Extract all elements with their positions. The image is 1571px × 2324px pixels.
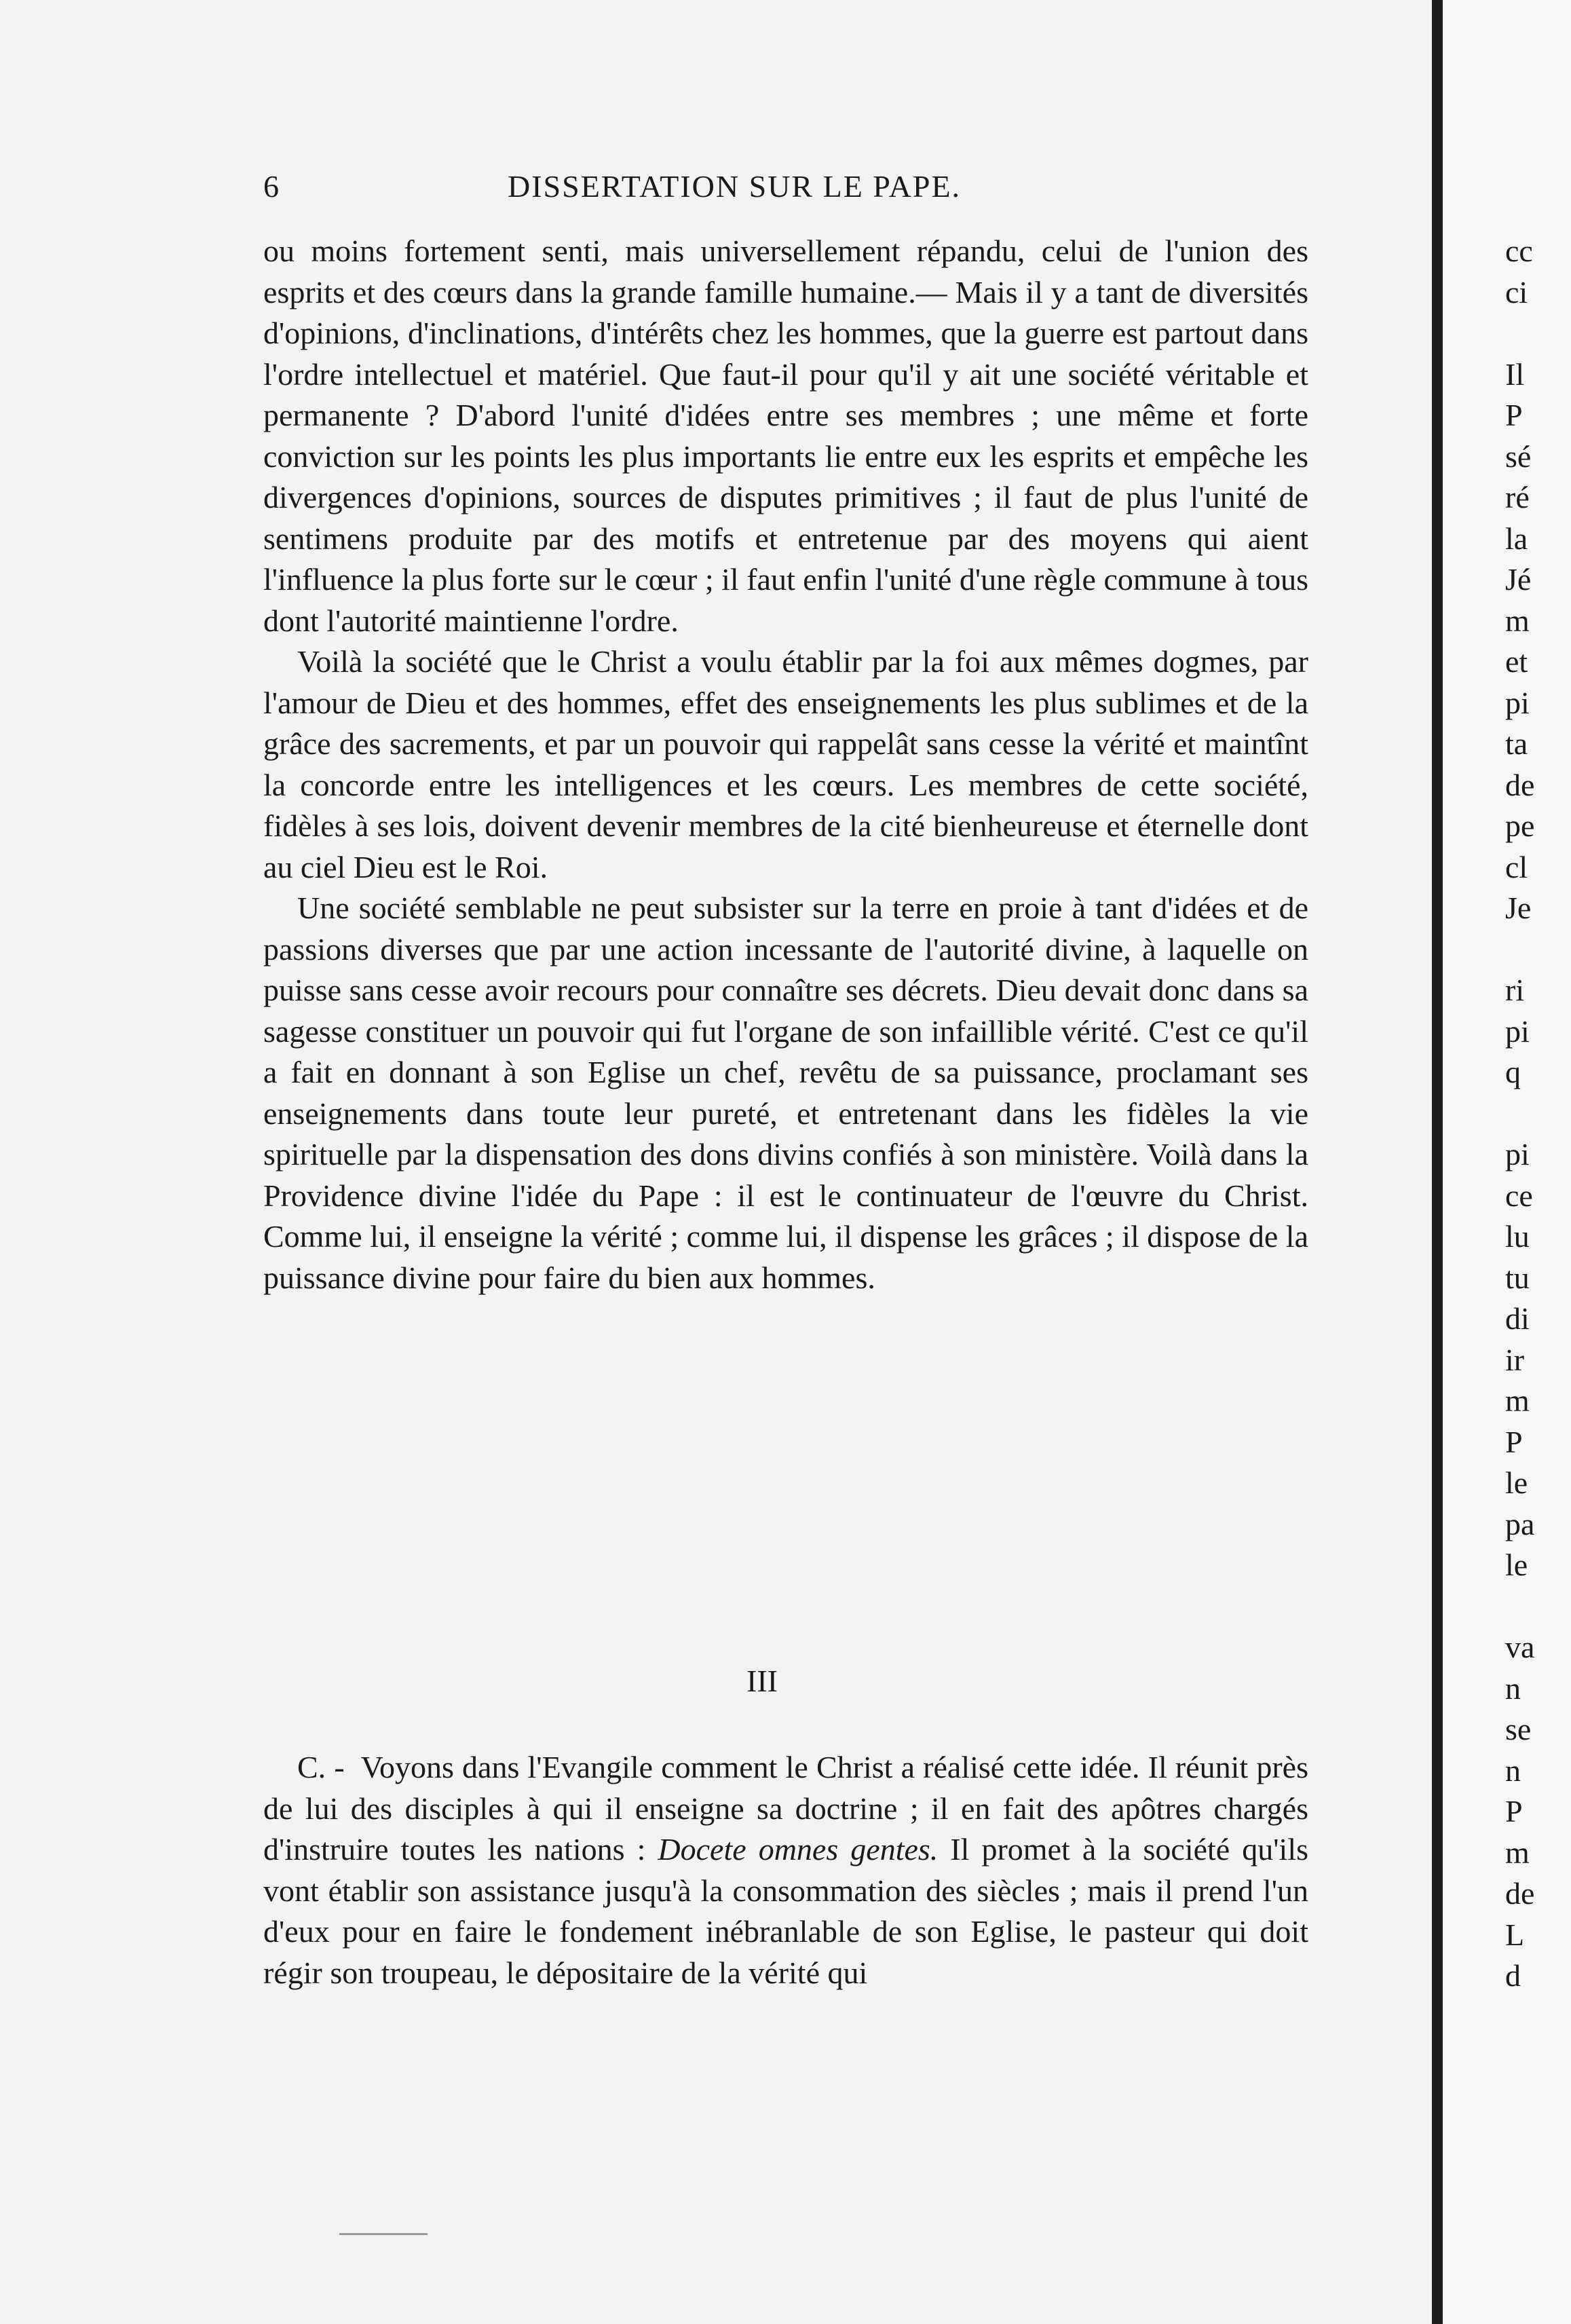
right-page-fragment: n <box>1505 1753 1521 1788</box>
paragraph-3: Une société semblable ne peut subsister sur la terre en proie à tant d'idées et de passions diverses que par une action incessante de l'autorité divine, à laquelle on puisse sans cesse avoir recours pour connaître ses décrets. Dieu devait donc dans sa sagesse constituer un pouvoir qui fut l'organe de son infaillible vérité. C'est ce qu'il a fait en donnant à son Eglise un chef, revêtu de sa puissance, proclamant ses enseignements dans toute leur pureté, et entretenant dans les fidèles la vie spirituelle par la dispensation des dons divins confiés à son ministère. Voilà dans la Providence divine l'idée du Pape : il est le continuateur de l'œuvre du Christ. Comme lui, il enseigne la vérité ; comme lui, il dispense les grâces ; il dispose de la puissance divine pour faire du bien aux hommes. <box>263 891 1308 1295</box>
body-text <box>263 231 1308 1298</box>
right-page-fragments <box>1505 231 1571 1997</box>
right-page-fragment: ta <box>1505 726 1528 761</box>
right-page-fragment: la <box>1505 521 1528 556</box>
right-page-fragment: Je <box>1505 891 1532 925</box>
right-page-fragment: L <box>1505 1917 1525 1952</box>
right-page-fragment: Il <box>1505 356 1525 392</box>
right-page-fragment: pi <box>1505 1137 1530 1172</box>
right-page-fragment <box>1505 313 1571 354</box>
right-page-fragment <box>1505 1093 1571 1135</box>
right-page-fragment: P <box>1505 398 1523 432</box>
section-text-end: Il promet à la société qu'ils vont établir son assistance jusqu'à la consommation des siècles ; mais il prend l'un d'eux pour en faire le fondement inébranlable de son Eglise, le pasteur qui doit régir son troupeau, le dépositaire de la vérité qui <box>263 1832 1309 1990</box>
right-page-fragment: m <box>1505 603 1530 638</box>
right-page-fragment: va <box>1505 1630 1535 1664</box>
right-page-fragment: ce <box>1505 1178 1533 1213</box>
latin-quote: Docete omnes gentes. <box>658 1832 939 1867</box>
section-number: III <box>746 1664 778 1698</box>
section-text-start: Voyons dans l'Evangile comment le Christ a réalisé cette idée. Il réunit près de lui des disciples à qui il enseigne sa doctrine ; il en fait des apôtres chargés d'instruire toutes les nations : <box>263 1750 1309 1867</box>
right-page-fragment: et <box>1505 644 1528 679</box>
right-page-fragment: pa <box>1505 1506 1535 1541</box>
right-page-fragment: tu <box>1505 1260 1530 1295</box>
paragraph-1: ou moins fortement senti, mais universellement répandu, celui de l'union des esprits et des cœurs dans la grande famille humaine.— Mais il y a tant de diversités d'opinions, d'inclinations, d'intérêts chez les hommes, que la guerre est partout dans l'ordre intellectuel et matériel. Que faut-il pour qu'il y ait une société véritable et permanente ? D'abord l'unité d'idées entre ses membres ; une même et forte conviction sur les points les plus importants lie entre eux les esprits et empêche les divergences d'opinions, sources de disputes primitives ; il faut de plus l'unité de sentimens produite par des motifs et entretenue par des moyens qui aient l'influence la plus forte sur le cœur ; il faut enfin l'unité d'une règle commune à tous dont l'autorité maintienne l'ordre. <box>263 233 1308 638</box>
right-page-fragment: cl <box>1505 849 1528 884</box>
section-text <box>263 1747 1308 1993</box>
right-page-fragment: n <box>1505 1670 1521 1706</box>
right-page-fragment: lu <box>1505 1219 1530 1254</box>
right-page-fragment: ir <box>1505 1342 1525 1377</box>
right-page-fragment: cc <box>1505 233 1533 268</box>
right-page-fragment: le <box>1505 1548 1528 1582</box>
right-page-fragment: se <box>1505 1712 1532 1746</box>
right-page-fragment: P <box>1505 1794 1523 1829</box>
right-page-fragment: Jé <box>1505 562 1532 597</box>
running-title: DISSERTATION SUR LE PAPE. <box>508 169 962 204</box>
right-page-fragment: P <box>1505 1424 1523 1459</box>
page-gutter <box>1432 0 1443 2324</box>
right-page-fragment: m <box>1505 1835 1530 1870</box>
right-page-fragment <box>1505 929 1571 971</box>
right-page-fragment: de <box>1505 1876 1535 1911</box>
right-page-fragment: pe <box>1505 808 1535 843</box>
right-page-fragment: le <box>1505 1465 1528 1500</box>
right-page-fragment: pi <box>1505 685 1530 720</box>
section-paragraph <box>263 1747 1308 1993</box>
paragraph-2: Voilà la société que le Christ a voulu établir par la foi aux mêmes dogmes, par l'amour de Dieu et des hommes, effet des enseignements les plus sublimes et de la grâce des sacrements, et par un pouvoir qui rappelât sans cesse la vérité et maintînt la concorde entre les intelligences et les cœurs. Les membres de cette société, fidèles à ses lois, doivent devenir membres de la cité bienheureuse et éternelle dont au ciel Dieu est le Roi. <box>263 644 1308 884</box>
right-page-fragment: d <box>1505 1958 1521 1993</box>
speaker-label: C. - <box>297 1750 345 1784</box>
right-page-fragment: di <box>1505 1301 1530 1336</box>
scan-mark <box>339 2233 428 2235</box>
right-page-fragment: ré <box>1505 480 1530 514</box>
right-page-fragment: de <box>1505 767 1535 802</box>
right-page-fragment: pi <box>1505 1013 1530 1049</box>
right-page-fragment <box>1505 1586 1571 1628</box>
right-page <box>1443 0 1571 2324</box>
right-page-fragment: q <box>1505 1055 1521 1089</box>
right-page-fragment: m <box>1505 1383 1530 1418</box>
right-page-fragment: sé <box>1505 438 1532 474</box>
page-header <box>263 168 1308 216</box>
page-number: 6 <box>263 169 279 204</box>
right-page-fragment: ri <box>1505 973 1525 1007</box>
right-page-fragment: ci <box>1505 274 1528 310</box>
